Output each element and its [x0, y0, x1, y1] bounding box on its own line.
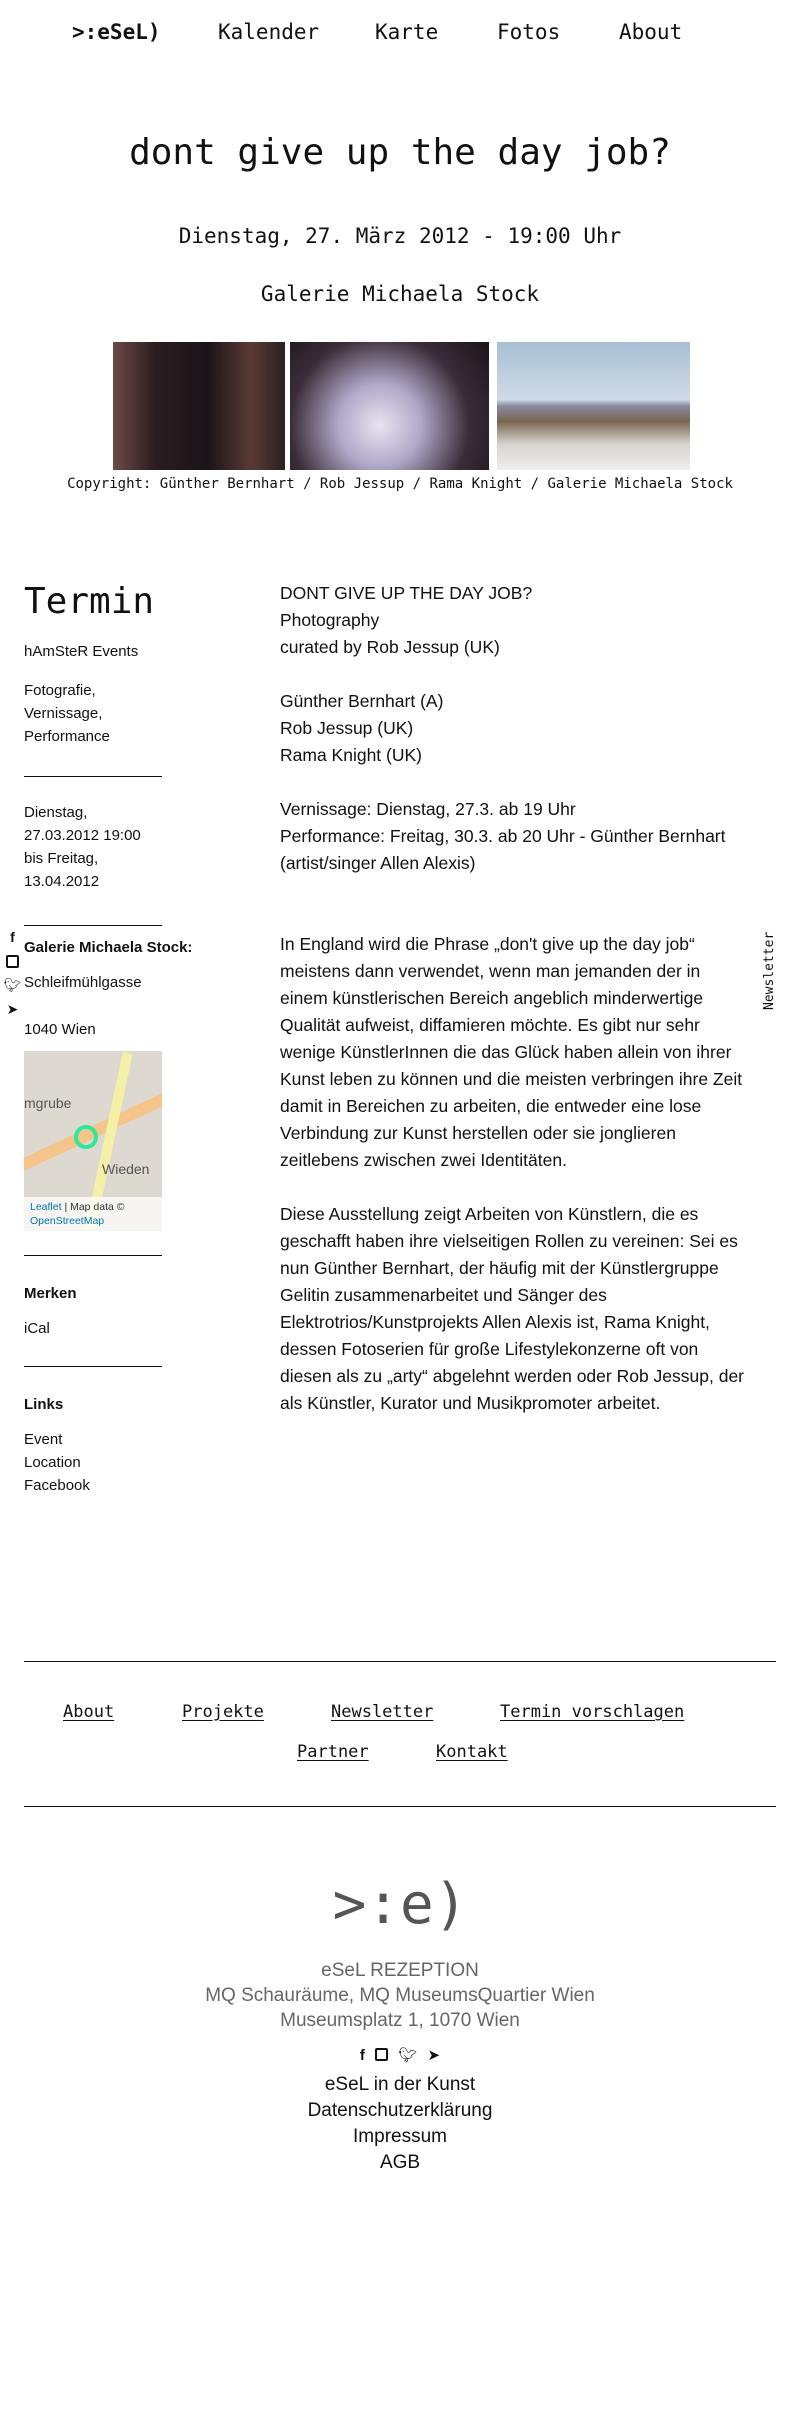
twitter-icon[interactable]: 🐦︎ — [3, 977, 22, 993]
newsletter-tab[interactable] — [760, 930, 782, 1010]
ical-link[interactable]: iCal — [24, 1320, 50, 1337]
nav-fotos[interactable]: Fotos — [497, 20, 561, 44]
facebook-icon[interactable]: f — [359, 2047, 365, 2064]
osm-link[interactable]: OpenStreetMap — [30, 1215, 105, 1227]
nav-about[interactable]: About — [619, 20, 683, 44]
logo-link[interactable]: >:eSeL) — [72, 20, 161, 44]
category[interactable]: Performance — [24, 728, 110, 745]
attribution-text: | Map data © — [61, 1201, 125, 1213]
event-date: Dienstag, 27. März 2012 - 19:00 Uhr — [178, 224, 622, 248]
footer-divider — [24, 1806, 776, 1807]
image-copyright: Copyright: Günther Bernhart / Rob Jessup / Rama Knight / Galerie Michaela Stock — [67, 476, 733, 492]
artist: Rama Knight (UK) — [280, 745, 422, 765]
link-location[interactable]: Location — [24, 1454, 81, 1471]
photo-3[interactable] — [497, 342, 690, 470]
category[interactable]: Vernissage, — [24, 705, 103, 722]
footer-link[interactable]: Impressum — [353, 2126, 447, 2147]
date-line: 27.03.2012 19:00 — [24, 827, 141, 844]
twitter-icon[interactable]: 🐦︎ — [398, 2047, 418, 2064]
top-nav — [0, 20, 800, 54]
organizer[interactable]: hAmSteR Events — [24, 643, 139, 660]
footer-links — [0, 2072, 800, 2176]
footer-kontakt[interactable]: Kontakt — [436, 1742, 508, 1762]
map-label: mgrube — [24, 1095, 72, 1111]
footer-link[interactable]: eSeL in der Kunst — [324, 2074, 476, 2095]
schedule-line: Vernissage: Dienstag, 27.3. ab 19 Uhr — [280, 799, 576, 819]
artist: Rob Jessup (UK) — [280, 718, 414, 738]
intro-line: curated by Rob Jessup (UK) — [280, 637, 500, 657]
divider — [24, 1255, 162, 1256]
intro-line: DONT GIVE UP THE DAY JOB? — [280, 583, 533, 603]
newsletter-tab-label: Newsletter — [762, 931, 777, 1010]
telegram-icon[interactable]: ➤ — [6, 1001, 19, 1017]
telegram-icon[interactable]: ➤ — [427, 2047, 441, 2064]
address-line: Museumsplatz 1, 1070 Wien — [280, 2010, 520, 2031]
map-label: Wieden — [102, 1161, 150, 1177]
intro-line: Photography — [280, 610, 380, 630]
footer-social — [0, 2046, 800, 2066]
location-street: Schleifmühlgasse — [24, 974, 142, 991]
event-description — [280, 580, 748, 1444]
footer-logo[interactable]: >:e) — [332, 1872, 468, 1937]
footer-link[interactable]: Datenschutzerklärung — [307, 2100, 493, 2121]
event-venue: Galerie Michaela Stock — [260, 282, 540, 306]
footer-newsletter[interactable]: Newsletter — [331, 1702, 434, 1722]
photo-1[interactable] — [113, 342, 285, 470]
map[interactable] — [24, 1051, 162, 1231]
footer-divider — [24, 1661, 776, 1662]
sidebar — [24, 580, 193, 1497]
location-city: 1040 Wien — [24, 1021, 96, 1038]
leaflet-link[interactable]: Leaflet — [30, 1201, 62, 1213]
merken-heading: Merken — [24, 1285, 77, 1302]
links-heading: Links — [24, 1396, 64, 1413]
divider — [24, 925, 162, 926]
footer-address — [0, 1958, 800, 2033]
category[interactable]: Fotografie, — [24, 682, 96, 699]
paragraph: Diese Ausstellung zeigt Arbeiten von Künstlern, die es geschafft haben ihre vielseitigen Rollen zu vereinen: Sei es nun Günther Bernhart, der häufig mit der Künstlergruppe Gelitin zusammenarbeitet und Sänger des Elektrotrios/Kunstprojekts Allen Alexis ist, Rama Knight, dessen Fotoserien für große Lifestylekonzerne oft von diesen als zu „arty“ abgelehnt werden oder Rob Jessup, der als Künstler, Kurator und Musikpromoter arbeitet. — [280, 1204, 745, 1413]
address-line: eSeL REZEPTION — [321, 1960, 479, 1981]
instagram-icon[interactable] — [3, 949, 22, 973]
date-line: bis Freitag, — [24, 850, 99, 867]
map-attribution — [24, 1197, 162, 1231]
location-name[interactable]: Galerie Michaela Stock: — [24, 939, 193, 956]
footer-link[interactable]: AGB — [379, 2152, 421, 2173]
footer-termin-vorschlagen[interactable]: Termin vorschlagen — [500, 1702, 685, 1722]
paragraph: In England wird die Phrase „don't give up the day job“ meistens dann verwendet, wenn man jemanden der in einem künstlerischen Bereich angeblich minderwertige Qualität aufweist, diffamieren möchte. Es gibt nur sehr wenige KünstlerInnen die das Glück haben allein von ihrer Kunst leben zu können und die meisten verbringen ihre Zeit damit in Bereichen zu arbeiten, die entweder eine lose Verbindung zur Kunst herstellen oder sie jonglieren zeitlebens zwischen zwei Identitäten. — [280, 934, 743, 1170]
nav-karte[interactable]: Karte — [375, 20, 439, 44]
nav-kalender[interactable]: Kalender — [218, 20, 320, 44]
page-title: dont give up the day job? — [129, 132, 671, 173]
artist: Günther Bernhart (A) — [280, 691, 444, 711]
divider — [24, 1366, 162, 1367]
date-line: Dienstag, — [24, 804, 88, 821]
date-line: 13.04.2012 — [24, 873, 100, 890]
footer-projekte[interactable]: Projekte — [182, 1702, 264, 1722]
footer-about[interactable]: About — [63, 1702, 115, 1722]
footer-partner[interactable]: Partner — [297, 1742, 369, 1762]
social-sidebar — [3, 925, 22, 1020]
address-line: MQ Schauräume, MQ MuseumsQuartier Wien — [205, 1985, 595, 2006]
instagram-icon[interactable] — [375, 2048, 388, 2061]
link-event[interactable]: Event — [24, 1431, 63, 1448]
photo-2[interactable] — [290, 342, 489, 470]
link-facebook[interactable]: Facebook — [24, 1477, 90, 1494]
schedule-line: Performance: Freitag, 30.3. ab 20 Uhr - Günther Bernhart (artist/singer Allen Alexis) — [280, 826, 726, 873]
map-marker-icon[interactable] — [74, 1125, 98, 1149]
divider — [24, 776, 162, 777]
facebook-icon[interactable]: f — [10, 929, 15, 945]
sidebar-heading: Termin — [24, 581, 155, 622]
